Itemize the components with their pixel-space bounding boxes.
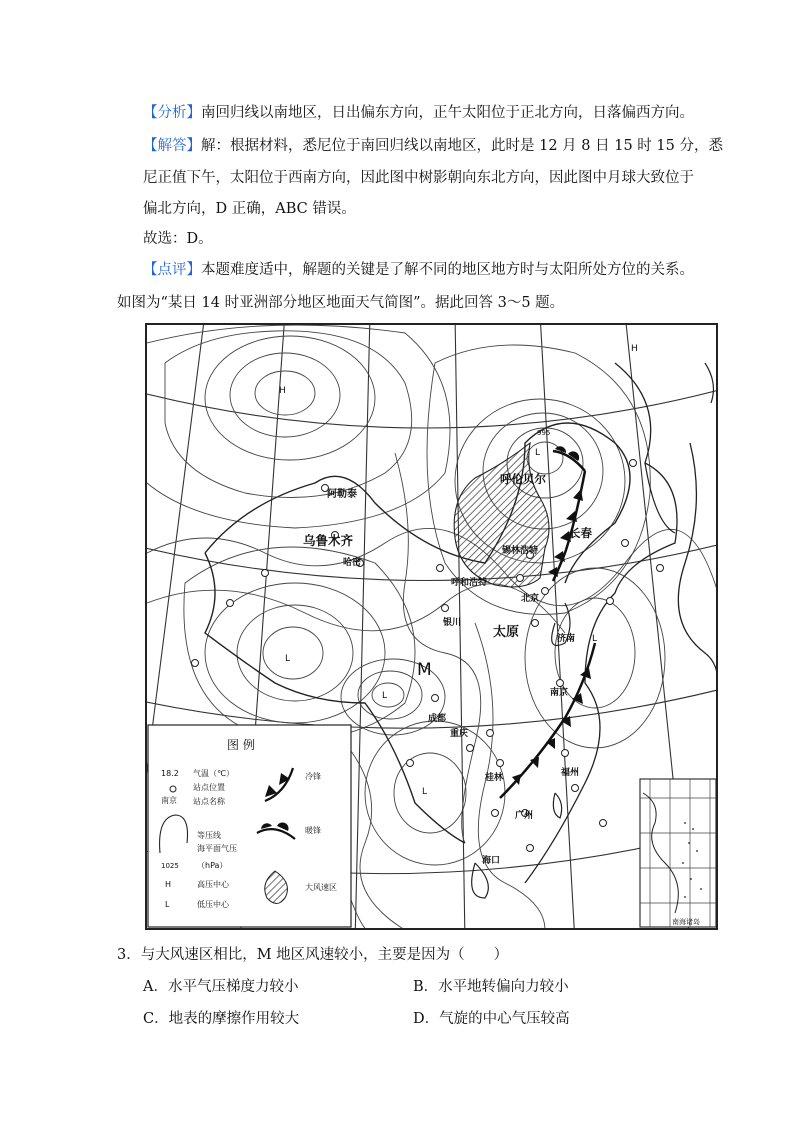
- low-center-south: L: [422, 787, 428, 797]
- label-taiyuan: 太原: [493, 625, 520, 640]
- label-haikou: 海口: [482, 856, 501, 866]
- comment-line: [143, 260, 694, 280]
- label-m: M: [417, 660, 432, 680]
- low-center-east: L: [592, 634, 598, 644]
- legend-title: 图 例: [227, 738, 255, 752]
- answer-text-1: 解：根据材料，悉尼位于南回归线以南地区，此时是 12 月 8 日 15 时 15 分，悉: [201, 138, 723, 154]
- legend-pressure-unit: （hPa）: [197, 861, 228, 870]
- legend-temp-num: 18.2: [161, 769, 179, 778]
- analysis-tag: 【分析】: [143, 105, 201, 121]
- legend-sea-pressure: 海平面气压: [197, 844, 237, 853]
- legend-temp-label: 气温（℃）: [193, 769, 234, 778]
- label-yinchuan: 银川: [443, 618, 462, 628]
- map-legend: [148, 725, 351, 927]
- low-center-cyclone: L: [535, 448, 541, 458]
- legend-isobar: 等压线: [197, 831, 221, 840]
- answer-choice: 故选：D。: [143, 231, 213, 247]
- low-center-west: L: [285, 654, 291, 664]
- legend-station-name: 站点名称: [193, 797, 225, 806]
- question-stem: 3．与大风速区相比，M 地区风速较小，主要是因为（ ）: [117, 947, 509, 963]
- answer-line-2: 尼正值下午，太阳位于西南方向，因此图中树影朝向东北方向，因此图中月球大致位于: [143, 170, 694, 186]
- label-jinan: 济南: [557, 634, 576, 644]
- legend-station-symbol: [170, 786, 176, 792]
- comment-text: 本题难度适中，解题的关键是了解不同的地区地方时与太阳所处方位的关系。: [201, 262, 694, 278]
- legend-city-sample: 南京: [161, 796, 177, 805]
- answer-line-3: 偏北方向，D 正确，ABC 错误。: [143, 201, 356, 217]
- label-hami: 哈密: [343, 558, 362, 568]
- analysis-text: 南回归线以南地区，日出偏东方向，正午太阳位于正北方向，日落偏西方向。: [201, 105, 694, 121]
- legend-high-symbol: H: [165, 880, 172, 889]
- isobar-995-label: 995: [537, 429, 551, 437]
- label-guangzhou: 广州: [515, 811, 534, 821]
- label-fuzhou: 福州: [561, 768, 580, 778]
- legend-low-center: 低压中心: [197, 900, 229, 909]
- option-a[interactable]: A．水平气压梯度力较小: [143, 979, 299, 995]
- legend-gale-zone: 大风速区: [305, 883, 337, 892]
- high-center-northeast: H: [631, 344, 638, 354]
- label-nanjing: 南京: [550, 688, 569, 698]
- label-urumqi: 乌鲁木齐: [303, 533, 354, 548]
- option-d[interactable]: D．气旋的中心气压较高: [413, 1011, 570, 1027]
- legend-station-pos: 站点位置: [193, 783, 225, 792]
- south-sea-inset: [640, 779, 716, 927]
- label-guilin: 桂林: [485, 773, 504, 783]
- option-c[interactable]: C．地表的摩擦作用较大: [143, 1011, 300, 1027]
- analysis-line: [143, 103, 694, 123]
- label-chongqing: 重庆: [450, 729, 469, 739]
- label-xilinhot: 锡林浩特: [502, 546, 539, 556]
- legend-high-center: 高压中心: [197, 880, 229, 889]
- low-center-m: L: [382, 691, 388, 701]
- legend-low-symbol: L: [165, 900, 170, 909]
- label-chengdu: 成都: [428, 714, 447, 724]
- label-hohhot: 呼和浩特: [451, 578, 488, 588]
- answer-line-1: [143, 136, 723, 156]
- weather-map: [145, 323, 718, 930]
- legend-cold-front: 冷锋: [305, 772, 321, 781]
- label-beijing: 北京: [521, 594, 540, 604]
- inset-label: 南海诸岛: [672, 918, 700, 926]
- label-hulunbeier: 呼伦贝尔: [500, 472, 546, 486]
- legend-warm-front: 暖锋: [305, 826, 321, 835]
- comment-tag: 【点评】: [143, 262, 201, 278]
- label-altay: 阿勒泰: [327, 489, 357, 500]
- option-b[interactable]: B．水平地转偏向力较小: [413, 979, 569, 995]
- legend-pressure-num: 1025: [161, 862, 179, 870]
- intro-line: 如图为“某日 14 时亚洲部分地区地面天气简图”。据此回答 3～5 题。: [117, 295, 565, 311]
- high-center-north: H: [279, 386, 286, 396]
- label-changchun: 长春: [569, 526, 592, 540]
- answer-tag: 【解答】: [143, 138, 201, 154]
